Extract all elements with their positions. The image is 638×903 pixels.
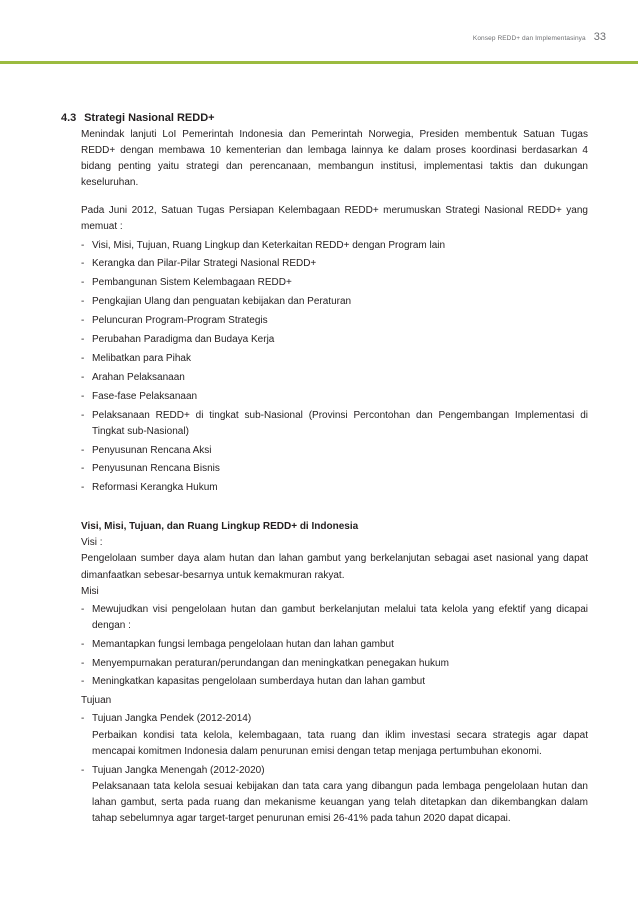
list-item: - Pembangunan Sistem Kelembagaan REDD+ bbox=[81, 275, 588, 291]
list-item: - Memantapkan fungsi lembaga pengelolaan hutan dan lahan gambut bbox=[81, 637, 588, 653]
tujuan-title: - Tujuan Jangka Menengah (2012-2020) bbox=[92, 764, 265, 776]
section-number: 4.3 bbox=[61, 112, 77, 124]
list-item: - Arahan Pelaksanaan bbox=[81, 370, 588, 386]
misi-list bbox=[81, 602, 588, 691]
strategy-intro: Pada Juni 2012, Satuan Tugas Persiapan Kelembagaan REDD+ merumuskan Strategi Nasional REDD+ yang memuat : bbox=[81, 205, 588, 233]
list-item: - Peluncuran Program-Program Strategis bbox=[81, 313, 588, 329]
list-item: - Menyempurnakan peraturan/perundangan dan meningkatkan penegakan hukum bbox=[81, 656, 588, 672]
tujuan-desc: Pelaksanaan tata kelola sesuai kebijakan dan tata cara yang dibangun pada lembaga pengelolaan hutan dan lahan gambut, serta pada ruang dan mekanisme keuangan yang telah ditetapkan dan dikembangkan dalam tahap sebelumnya agar target-target penurunan emisi 26-41% pada tahun 2020 dapat dicapai. bbox=[92, 780, 588, 824]
tujuan-desc: Perbaikan kondisi tata kelola, kelembagaan, tata ruang dan iklim investasi secara strategis agar dapat mencapai komitmen Indonesia dalam penurunan emisi dengan tetap menjaga pertumbuhan ekonomi. bbox=[92, 729, 588, 757]
tujuan-label: Tujuan bbox=[81, 695, 112, 707]
list-item: - Fase-fase Pelaksanaan bbox=[81, 389, 588, 405]
list-item: - Pengkajian Ulang dan penguatan kebijakan dan Peraturan bbox=[81, 294, 588, 310]
running-title: Konsep REDD+ dan Implementasinya bbox=[472, 35, 586, 42]
list-item: - Melibatkan para Pihak bbox=[81, 351, 588, 367]
page-number: 33 bbox=[593, 31, 606, 43]
list-item: - Perubahan Paradigma dan Budaya Kerja bbox=[81, 332, 588, 348]
tujuan-title: - Tujuan Jangka Pendek (2012-2014) bbox=[92, 713, 252, 725]
body-content bbox=[81, 127, 588, 830]
list-item: - Reformasi Kerangka Hukum bbox=[81, 480, 588, 496]
misi-label: Misi bbox=[81, 585, 99, 597]
list-item: - Visi, Misi, Tujuan, Ruang Lingkup dan Keterkaitan REDD+ dengan Program lain bbox=[81, 238, 588, 254]
section-heading bbox=[61, 112, 215, 124]
page-header bbox=[473, 31, 606, 43]
section-title: Strategi Nasional REDD+ bbox=[84, 112, 215, 124]
list-item: - Pelaksanaan REDD+ di tingkat sub-Nasional (Provinsi Percontohan dan Pengembangan Implementasi di Tingkat sub-Nasional) bbox=[81, 408, 588, 440]
visi-label: Visi : bbox=[81, 537, 103, 549]
list-item bbox=[81, 711, 588, 759]
strategy-list bbox=[81, 238, 588, 497]
tujuan-list bbox=[81, 711, 588, 826]
vision-heading: Visi, Misi, Tujuan, dan Ruang Lingkup REDD+ di Indonesia bbox=[81, 521, 359, 533]
list-item bbox=[81, 763, 588, 827]
visi-text: Pengelolaan sumber daya alam hutan dan lahan gambut yang berkelanjutan sebagai aset nasional yang dapat dimanfaatkan sebesar-besarnya untuk kemakmuran rakyat. bbox=[81, 553, 588, 581]
list-item: - Meningkatkan kapasitas pengelolaan sumberdaya hutan dan lahan gambut bbox=[81, 674, 588, 690]
intro-paragraph: Menindak lanjuti LoI Pemerintah Indonesia dan Pemerintah Norwegia, Presiden membentuk Satuan Tugas REDD+ dengan membawa 10 kementerian dan lembaga lainnya ke dalam proses koordinasi berdasarkan 4 bidang penting yaitu strategi dan perencanaan, membangun institusi, implementasi taktis dan dukungan keseluruhan. bbox=[81, 129, 588, 189]
header-rule bbox=[0, 61, 638, 64]
list-item: - Penyusunan Rencana Bisnis bbox=[81, 461, 588, 477]
list-item: - Mewujudkan visi pengelolaan hutan dan gambut berkelanjutan melalui tata kelola yang efektif yang dicapai dengan : bbox=[81, 602, 588, 634]
list-item: - Kerangka dan Pilar-Pilar Strategi Nasional REDD+ bbox=[81, 256, 588, 272]
list-item: - Penyusunan Rencana Aksi bbox=[81, 443, 588, 459]
